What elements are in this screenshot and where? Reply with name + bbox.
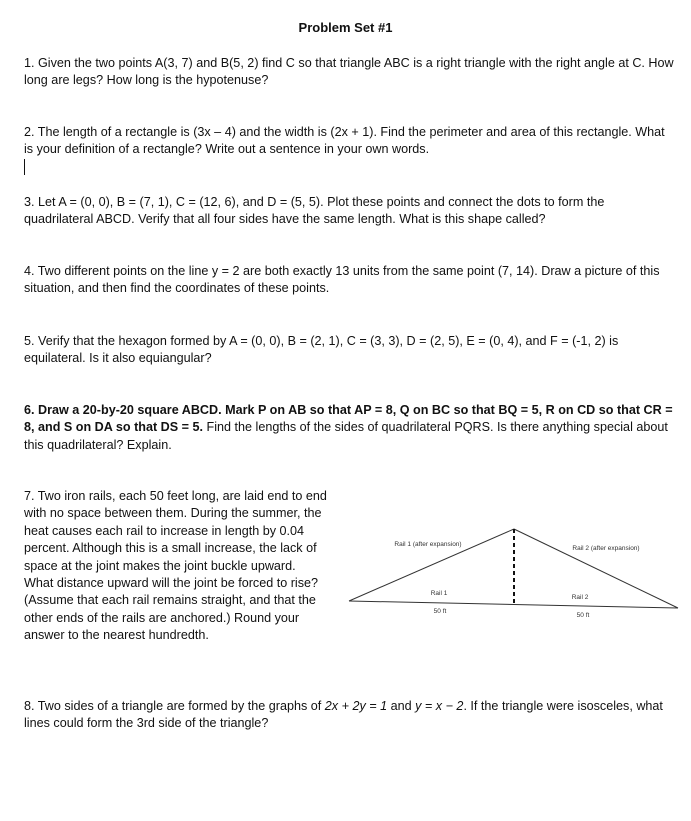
problem-8-equation-2: y = x − 2 [415, 699, 464, 713]
problem-5: 5. Verify that the hexagon formed by A = (0, 0), B = (2, 1), C = (3, 3), D = (2, 5), E = (0, 4), and F = (-1, 2) is equilateral. Is it also equiangular? [24, 334, 619, 366]
rail-1-expanded-label: Rail 1 (after expansion) [394, 541, 462, 548]
problem-6 [24, 402, 676, 454]
rail-diagram [340, 520, 685, 625]
text-cursor [24, 159, 25, 175]
rail-2-length: 50 ft [576, 612, 590, 619]
rail-2-expanded-line [514, 529, 678, 608]
problem-6-bold: 6. Draw a 20-by-20 square ABCD. Mark P on AB so that AP = 8, Q on BC so that BQ = 5, R on CD so that CR = 8, and S on DA so that DS = 5. [24, 403, 673, 435]
problem-4: 4. Two different points on the line y = 2 are both exactly 13 units from the same point (7, 14). Draw a picture of this situation, and then find the coordinates of these points. [24, 264, 660, 296]
rail-2-expanded-label: Rail 2 (after expansion) [572, 545, 640, 552]
problem-8-text-a: 8. Two sides of a triangle are formed by the graphs of [24, 699, 325, 713]
problem-3: 3. Let A = (0, 0), B = (7, 1), C = (12, 6), and D = (5, 5). Plot these points and connect the dots to form the quadrilateral ABCD. Verify that all four sides have the same length. What is this shape called? [24, 195, 605, 227]
problem-8-equation-1: 2x + 2y = 1 [324, 699, 388, 713]
rail-2-label: Rail 2 [571, 594, 589, 601]
problem-8 [24, 698, 676, 733]
page-title: Problem Set #1 [298, 20, 393, 35]
problem-1: 1. Given the two points A(3, 7) and B(5, 2) find C so that triangle ABC is a right triangle with the right angle at C. How long are legs? How long is the hypotenuse? [24, 56, 674, 88]
problem-7: 7. Two iron rails, each 50 feet long, are laid end to end with no space between them. During the summer, the heat causes each rail to increase in length by 0.04 percent. Although this is a small increase, the lack of space at the joint makes the joint buckle upward. What distance upward will the joint be forced to rise? (Assume that each rail remains straight, and that the other ends of the rails are anchored.) Round your answer to the nearest hundredth. [24, 489, 327, 643]
problem-6-rest: Find the lengths of the sides of quadrilateral PQRS. Is there anything special about this quadrilateral? Explain. [24, 420, 668, 452]
problem-2: 2. The length of a rectangle is (3x – 4) and the width is (2x + 1). Find the perimeter and area of this rectangle. What is your definition of a rectangle? Write out a sentence in your own words. [24, 125, 665, 157]
problem-8-text-c: . If the triangle were isosceles, what lines could form the 3rd side of the triangle? [24, 699, 663, 731]
rail-1-length: 50 ft [433, 608, 447, 615]
rail-1-label: Rail 1 [430, 590, 448, 597]
problem-8-text-b: and [387, 699, 416, 713]
